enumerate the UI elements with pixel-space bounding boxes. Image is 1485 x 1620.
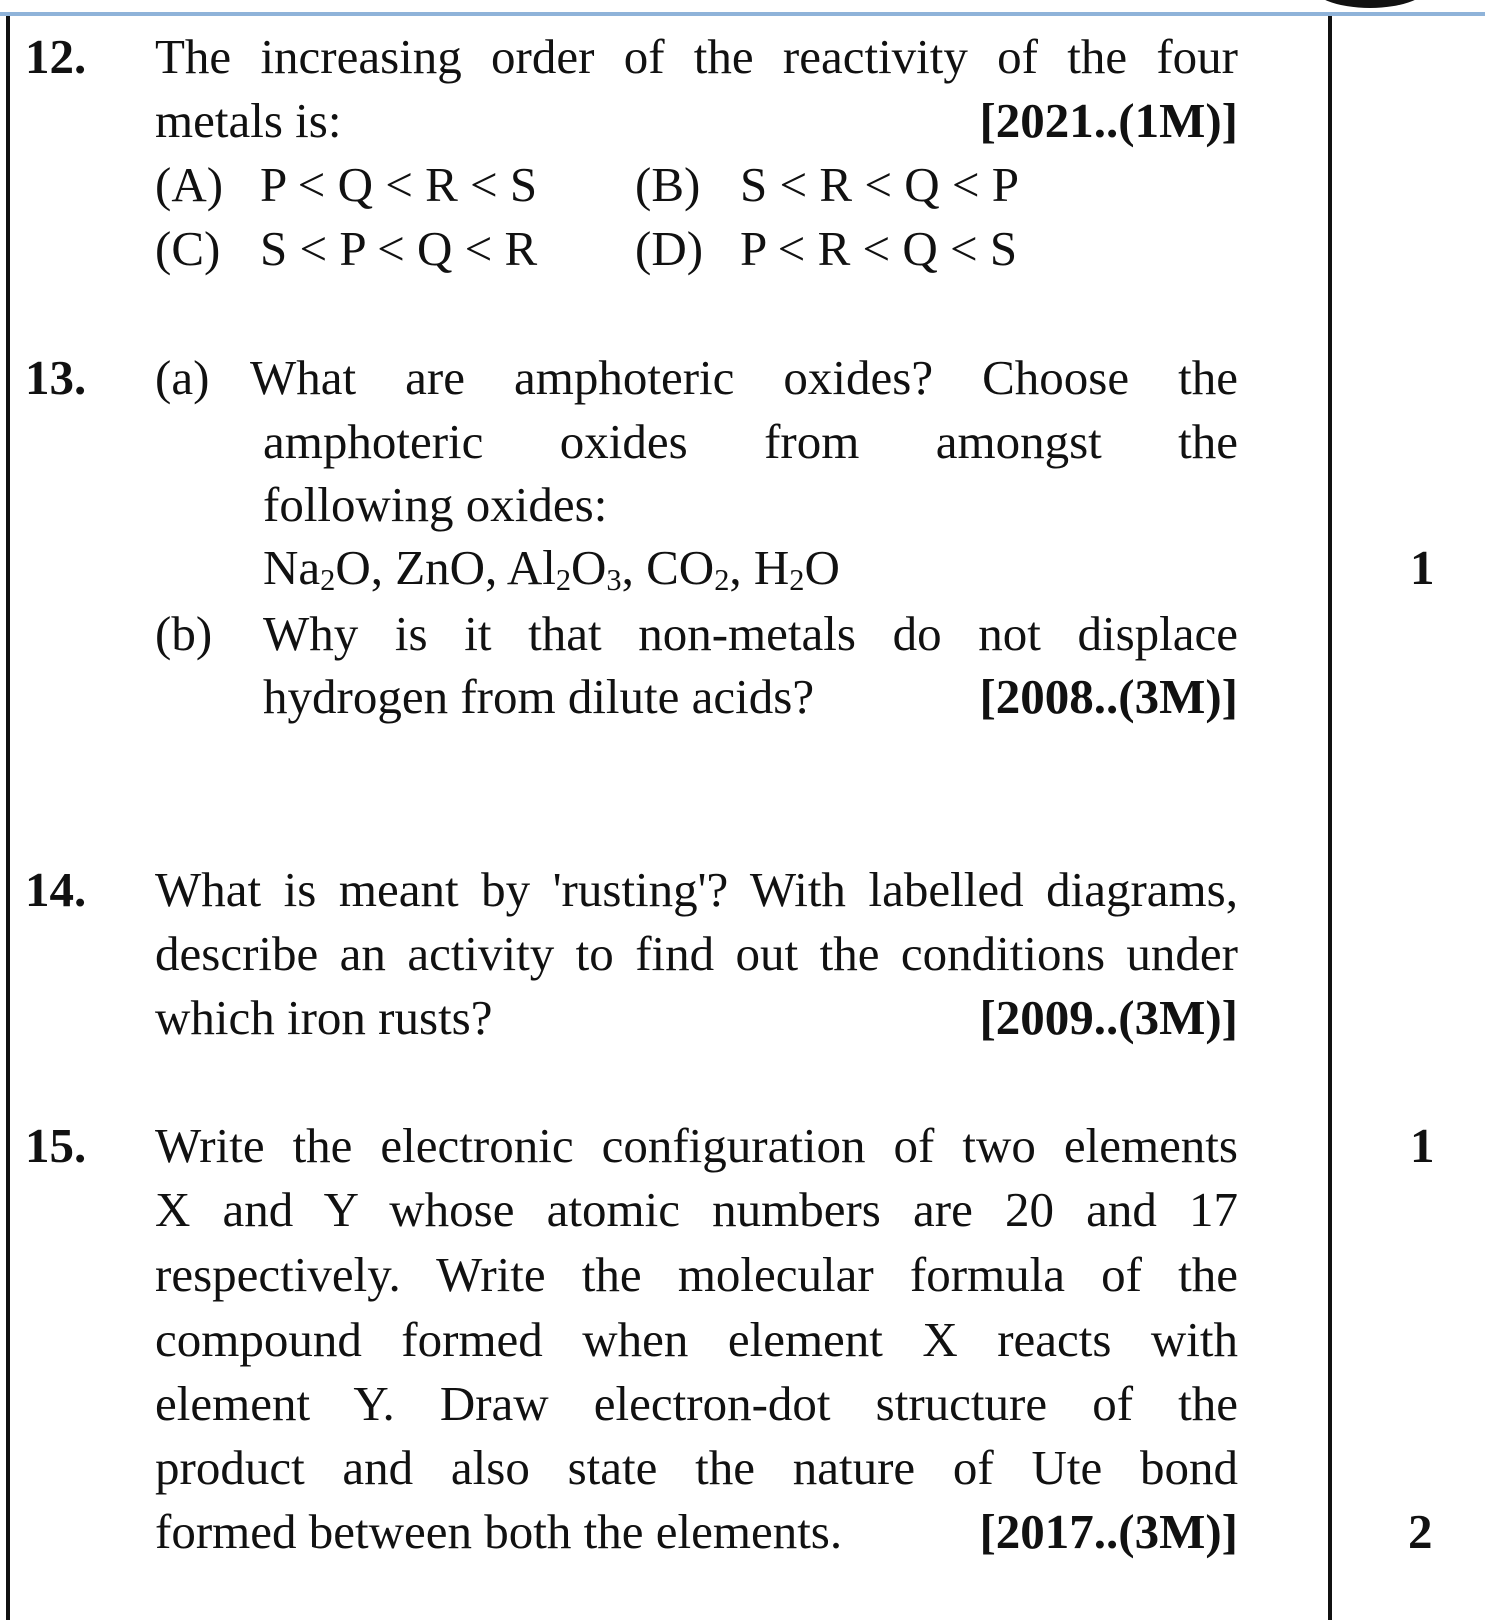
question-number-15: 15. xyxy=(25,1118,87,1173)
year-marks-ref: [2017..(3M)] xyxy=(979,1504,1238,1559)
question-15-line: element Y. Draw electron-dot structure of the xyxy=(155,1376,1238,1431)
question-12-line: The increasing order of the reactivity of the four xyxy=(155,29,1238,84)
question-13b-line: Why is it that non-metals do not displace xyxy=(263,606,1238,661)
question-15-line: compound formed when element X reacts with xyxy=(155,1312,1238,1367)
question-13a-line: What are amphoteric oxides? Choose the xyxy=(250,350,1238,405)
question-15-line: product and also state the nature of Ute bond xyxy=(155,1440,1238,1495)
oxides-list: $Na_2O$, ZnO, $Al_2O_3$, $CO_2$, $H_2O$ xyxy=(263,540,840,598)
option-a xyxy=(155,153,635,217)
question-13b-line xyxy=(263,665,1238,729)
question-14-line: describe an activity to find out the conditions under xyxy=(155,926,1238,981)
question-13a-line: following oxides: xyxy=(263,477,608,532)
option-label: (C) xyxy=(155,221,221,276)
year-marks-ref: [2009..(3M)] xyxy=(979,990,1238,1045)
option-label: (D) xyxy=(635,221,704,276)
options-row xyxy=(155,217,1017,281)
question-13b-text: hydrogen from dilute acids? xyxy=(263,669,815,724)
option-label: (B) xyxy=(635,157,701,212)
side-mark: 1 xyxy=(1410,1118,1435,1173)
option-label: (A) xyxy=(155,157,224,212)
question-12-line xyxy=(155,89,1238,153)
question-number-14: 14. xyxy=(25,862,87,917)
option-b xyxy=(635,157,1019,212)
side-mark: 2 xyxy=(1408,1504,1433,1559)
top-rule xyxy=(0,12,1485,16)
left-border xyxy=(6,16,10,1620)
option-text: P < Q < R < S xyxy=(260,157,538,212)
question-15-line: X and Y whose atomic numbers are 20 and 17 xyxy=(155,1182,1238,1237)
column-divider xyxy=(1328,16,1332,1620)
option-text: P < R < Q < S xyxy=(740,221,1018,276)
option-c xyxy=(155,217,635,281)
side-mark: 1 xyxy=(1410,540,1435,595)
question-number-12: 12. xyxy=(25,29,87,84)
question-15-line: respectively. Write the molecular formula of the xyxy=(155,1247,1238,1302)
year-marks-ref: [2008..(3M)] xyxy=(979,669,1238,724)
question-14-line: What is meant by 'rusting'? With labelled diagrams, xyxy=(155,862,1238,917)
part-b-label: (b) xyxy=(155,606,213,661)
question-15-text: formed between both the elements. xyxy=(155,1504,843,1559)
question-number-13: 13. xyxy=(25,350,87,405)
scan-artifact xyxy=(1310,0,1430,8)
option-text: S < R < Q < P xyxy=(740,157,1019,212)
question-14-text: which iron rusts? xyxy=(155,990,493,1045)
question-15-line xyxy=(155,1500,1238,1564)
options-row xyxy=(155,153,1019,217)
year-marks-ref: [2021..(1M)] xyxy=(979,93,1238,148)
question-15-line: Write the electronic configuration of two elements xyxy=(155,1118,1238,1173)
part-a-label: (a) xyxy=(155,350,210,405)
question-13a-line: amphoteric oxides from amongst the xyxy=(263,414,1238,469)
question-14-line xyxy=(155,986,1238,1050)
option-d xyxy=(635,221,1017,276)
question-12-text: metals is: xyxy=(155,93,342,148)
option-text: S < P < Q < R xyxy=(260,221,538,276)
